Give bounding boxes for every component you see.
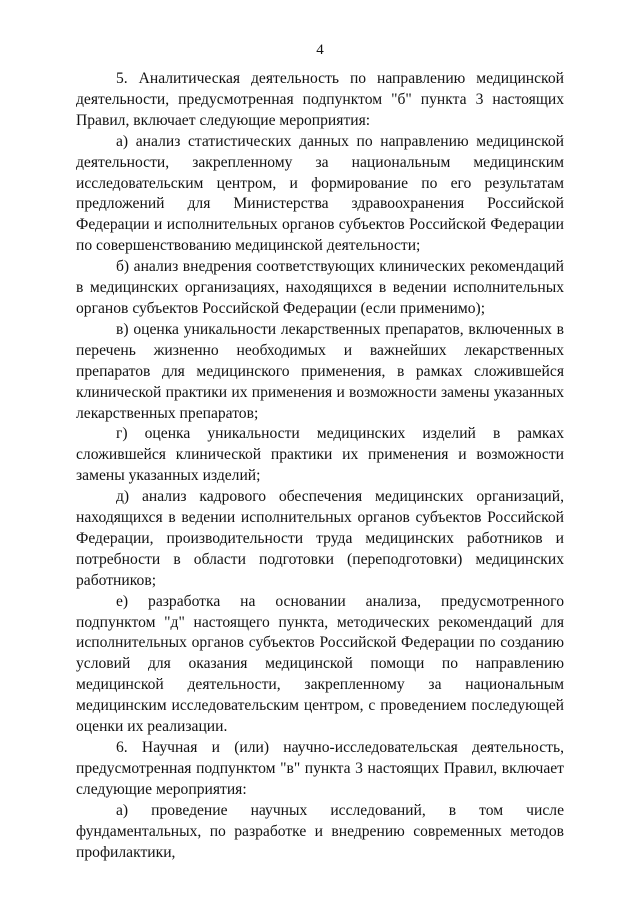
page-number: 4 — [316, 42, 324, 58]
paragraph-6-intro: 6. Научная и (или) научно-исследовательская деятельность, предусмотренная подпунктом "в" пункта 3 настоящих Правил, включает следующие мероприятия: — [76, 739, 564, 798]
document-body — [76, 69, 564, 863]
paragraph-5b: б) анализ внедрения соответствующих клинических рекомендаций в медицинских организациях, находящихся в ведении исполнительных органов субъектов Российской Федерации (если применимо); — [76, 258, 564, 317]
paragraph-5e: е) разработка на основании анализа, предусмотренного подпунктом "д" настоящего пункта, методических рекомендаций для исполнительных органов субъектов Российской Федерации по созданию условий для оказания медицинской помощи по направлению медицинской деятельности, закрепленному за национальным медицинским исследовательским центром, с проведением последующей оценки их реализации. — [76, 592, 564, 736]
paragraph-5g: г) оценка уникальности медицинских изделий в рамках сложившейся клинической практики их применения и возможности замены указанных изделий; — [76, 425, 564, 485]
paragraph-6a: а) проведение научных исследований, в том числе фундаментальных, по разработке и внедрению современных методов профилактики, — [76, 801, 564, 861]
paragraph-5v: в) оценка уникальности лекарственных препаратов, включенных в перечень жизненно необходимых и важнейших лекарственных препаратов для медицинского применения, в рамках сложившейся клинической практики их применения и возможности замены указанных лекарственных препаратов; — [76, 320, 564, 422]
paragraph-5d: д) анализ кадрового обеспечения медицинских организаций, находящихся в ведении исполнительных органов субъектов Российской Федерации, производительности труда медицинских работников и потребности в области подготовки (переподготовки) медицинских работников; — [76, 488, 564, 589]
paragraph-5a: а) анализ статистических данных по направлению медицинской деятельности, закрепленному за национальным медицинским исследовательским центром, и формирование по его результатам предложений для Министерства здравоохранения Российской Федерации и исполнительных органов субъектов Российской Федерации по совершенствованию медицинской деятельности; — [76, 132, 564, 255]
paragraph-5-intro: 5. Аналитическая деятельность по направлению медицинской деятельности, предусмотренная подпунктом "б" пункта 3 настоящих Правил, включает следующие мероприятия: — [76, 70, 564, 129]
